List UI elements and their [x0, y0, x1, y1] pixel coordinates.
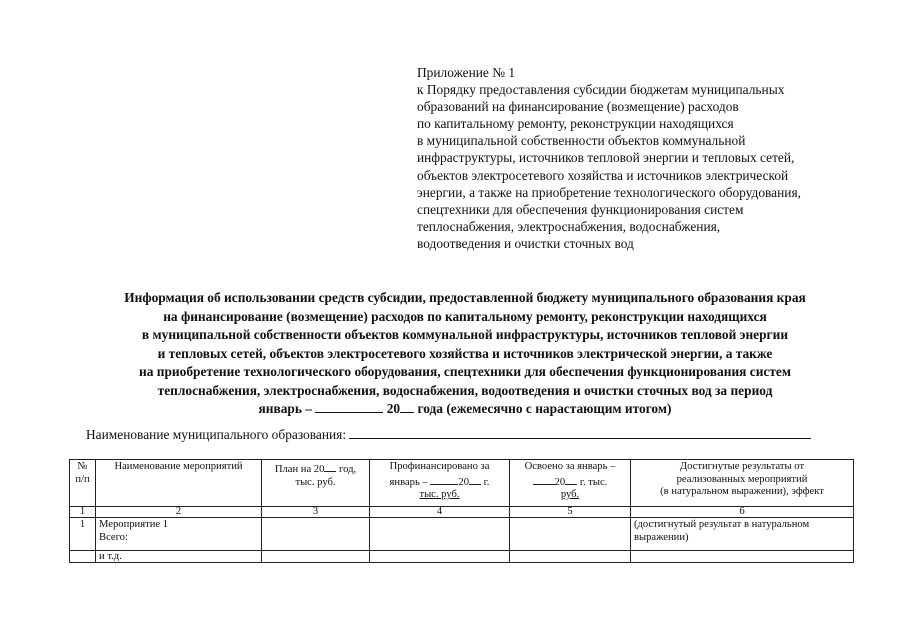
header-number-a: №	[77, 461, 88, 472]
appendix-line: спецтехники для обеспечения функционирования систем	[417, 201, 744, 217]
appendix-line: образований на финансирование (возмещение) расходов	[417, 99, 739, 115]
appendix-line: к Порядку предоставления субсидии бюджетам муниципальных	[417, 82, 785, 98]
header-number-b: п/п	[75, 473, 90, 485]
financed-month-blank	[430, 474, 458, 485]
header-number	[70, 460, 96, 507]
row-plan-cell	[262, 518, 370, 551]
header-results	[631, 460, 854, 507]
row-number: 1	[70, 518, 96, 551]
period-year: 20	[386, 401, 401, 416]
header-utilized-a: Освоено за январь –	[524, 461, 616, 472]
column-number: 1	[70, 507, 96, 518]
title-line: Информация об использовании средств субсидии, предоставленной бюджету муниципального образования края	[124, 290, 806, 305]
column-number: 4	[370, 507, 510, 518]
title-line: на финансирование (возмещение) расходов по капитальному ремонту, реконструкции находящихся	[163, 308, 767, 324]
row-activity-name: и т.д.	[96, 551, 262, 563]
header-plan-b: год,	[339, 464, 357, 475]
document-title	[40, 289, 890, 419]
header-utilized	[510, 460, 631, 507]
header-plan	[262, 460, 370, 507]
row-utilized-cell	[510, 551, 631, 563]
row-activity-name-b: Всего:	[99, 531, 128, 543]
report-table	[69, 459, 854, 563]
period-year-blank	[400, 400, 414, 413]
appendix-line: теплоснабжения, электроснабжения, водоснабжения,	[417, 218, 721, 234]
row-utilized-cell	[510, 518, 631, 551]
row-financed-cell	[370, 551, 510, 563]
title-period-line	[40, 400, 890, 419]
appendix-line: Приложение № 1	[417, 65, 516, 80]
appendix-header	[417, 64, 887, 252]
header-plan-c: тыс. руб.	[295, 476, 336, 488]
header-results-b: реализованных мероприятий	[676, 473, 808, 485]
period-prefix: январь –	[258, 401, 312, 416]
table-row	[70, 551, 854, 563]
header-financed-d: г.	[483, 476, 490, 488]
appendix-line: инфраструктуры, источников тепловой энергии и тепловых сетей,	[417, 150, 795, 166]
table-row	[70, 518, 854, 551]
appendix-line: по капитальному ремонту, реконструкции находящихся	[417, 116, 734, 132]
utilized-month-blank	[533, 474, 555, 485]
column-number: 3	[262, 507, 370, 518]
header-results-a: Достигнутые результаты от	[679, 461, 805, 472]
row-financed-cell	[370, 518, 510, 551]
column-number-row	[70, 507, 854, 518]
row-activity-name	[96, 518, 262, 551]
header-financed-b: январь –	[389, 476, 428, 488]
header-financed	[370, 460, 510, 507]
municipality-label: Наименование муниципального образования:	[86, 427, 347, 442]
plan-year-blank	[324, 461, 336, 472]
period-month-blank	[315, 400, 383, 413]
header-utilized-d: руб.	[560, 489, 580, 500]
municipality-field	[86, 426, 811, 443]
table-header-row	[70, 460, 854, 507]
header-financed-e: тыс. руб.	[419, 489, 460, 500]
financed-year-blank	[469, 474, 481, 485]
row-results-a: (достигнутый результат в натуральном	[634, 519, 810, 530]
column-number: 5	[510, 507, 631, 518]
appendix-line: в муниципальной собственности объектов коммунальной	[417, 133, 746, 149]
appendix-line: водоотведения и очистки сточных вод	[417, 235, 634, 251]
row-results-b: выражении)	[634, 531, 689, 543]
appendix-line: энергии, а также на приобретение технологического оборудования,	[417, 184, 801, 200]
title-line: на приобретение технологического оборудования, спецтехники для обеспечения функционирования систем	[138, 364, 791, 379]
column-number: 2	[96, 507, 262, 518]
title-line: в муниципальной собственности объектов коммунальной инфраструктуры, источников тепловой энергии	[141, 327, 789, 342]
municipality-blank-line	[349, 426, 811, 439]
header-financed-c: 20	[458, 476, 469, 488]
header-utilized-c: г. тыс.	[579, 476, 608, 488]
appendix-line: объектов электросетевого хозяйства и источников электрической	[417, 167, 789, 183]
header-plan-a: План на 20	[274, 464, 325, 475]
header-utilized-b: 20	[554, 476, 566, 488]
row-plan-cell	[262, 551, 370, 563]
row-results-cell	[631, 518, 854, 551]
header-activity-name: Наименование мероприятий	[96, 460, 262, 507]
row-activity-name-a: Мероприятие 1	[99, 519, 169, 530]
title-line: и тепловых сетей, объектов электросетевого хозяйства и источников электрической энергии, а также	[157, 345, 773, 361]
row-results-cell	[631, 551, 854, 563]
utilized-year-blank	[565, 474, 577, 485]
row-number	[70, 551, 96, 563]
title-line: теплоснабжения, электроснабжения, водоснабжения, водоотведения и очистки сточных вод за период	[157, 382, 773, 398]
column-number: 6	[631, 507, 854, 518]
period-suffix: года (ежемесячно с нарастающим итогом)	[417, 401, 672, 416]
header-results-c: (в натуральном выражении), эффект	[660, 486, 824, 497]
header-financed-a: Профинансировано за	[389, 461, 490, 472]
